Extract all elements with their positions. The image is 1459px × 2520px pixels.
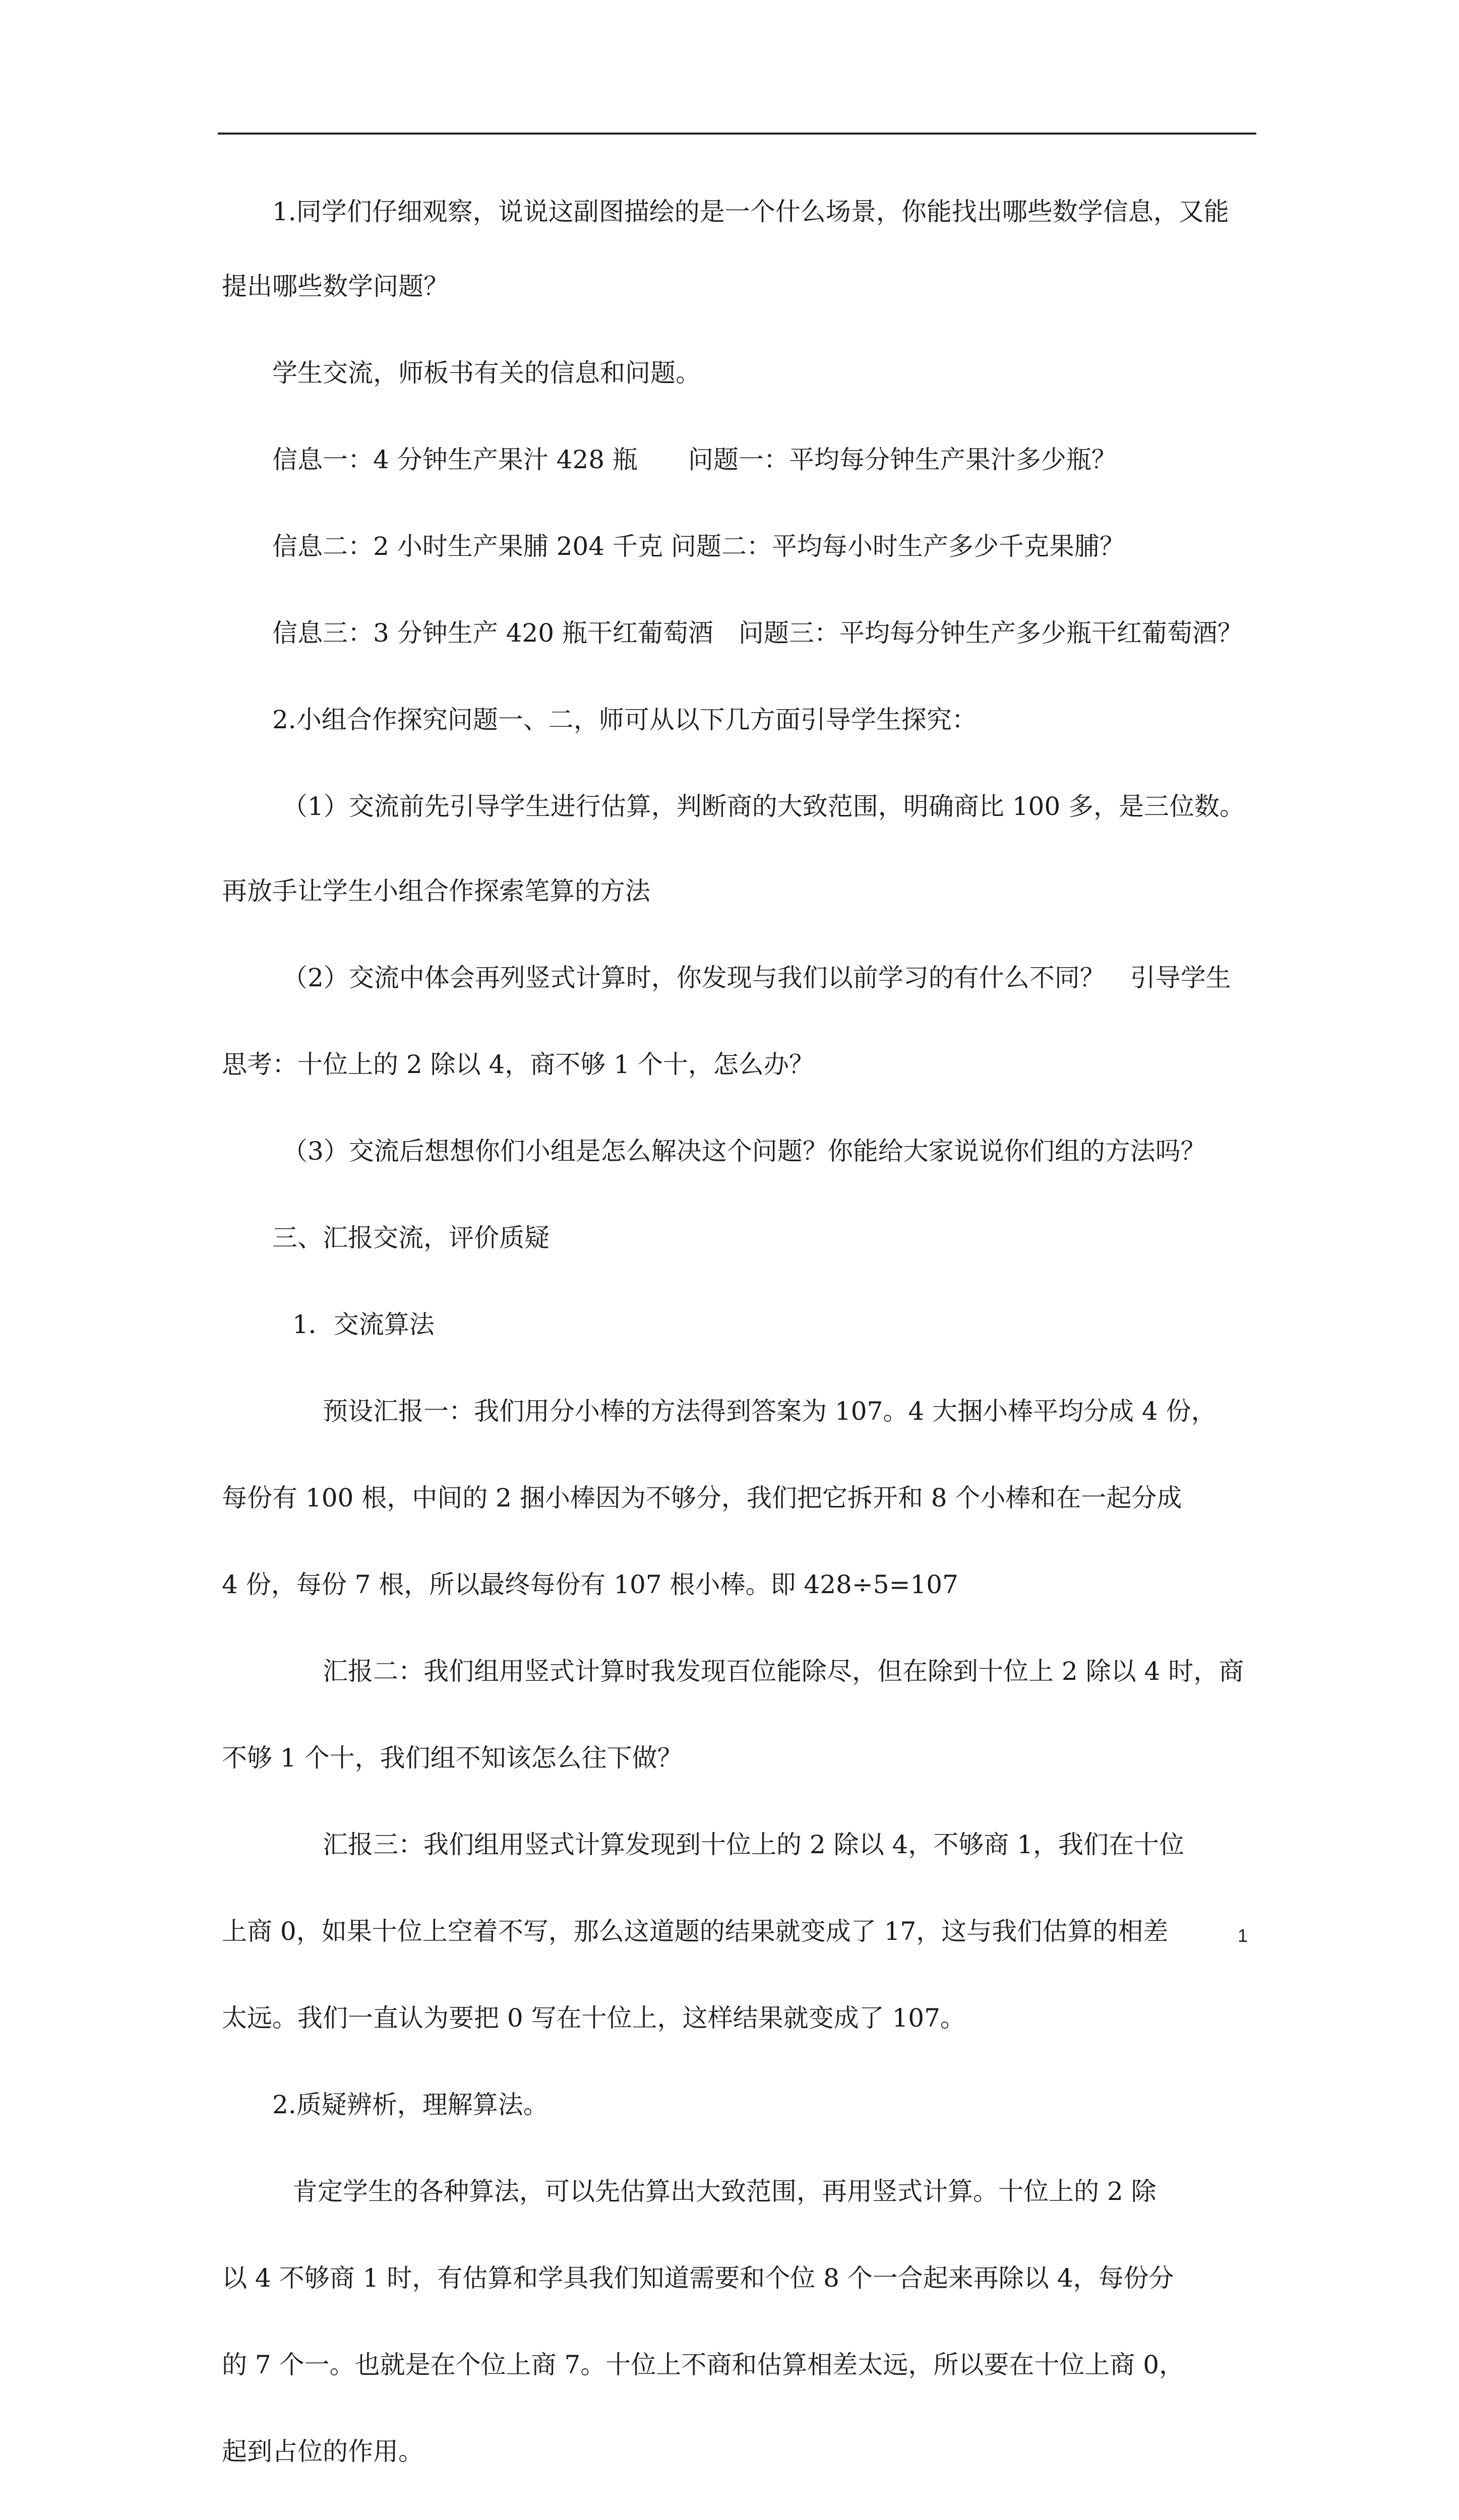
paragraph-line: 肯定学生的各种算法，可以先估算出大致范围，再用竖式计算。十位上的 2 除 — [292, 2177, 1157, 2206]
paragraph-line: 信息二：2 小时生产果脯 204 千克 问题二：平均每小时生产多少千克果脯？ — [272, 532, 1125, 561]
subsection-heading: 1．交流算法 — [292, 1310, 435, 1339]
paragraph-line: （1）交流前先引导学生进行估算，判断商的大致范围，明确商比 100 多，是三位数。 — [282, 792, 1245, 821]
paragraph-line: 信息三：3 分钟生产 420 瓶干红葡萄酒 问题三：平均每分钟生产多少瓶干红葡萄酒？ — [272, 618, 1243, 648]
paragraph-line: 信息一：4 分钟生产果汁 428 瓶 问题一：平均每分钟生产果汁多少瓶？ — [272, 445, 1117, 474]
paragraph-line: 思考：十位上的 2 除以 4，商不够 1 个十，怎么办？ — [222, 1050, 814, 1079]
paragraph-line: 1.同学们仔细观察，说说这副图描绘的是一个什么场景，你能找出哪些数学信息，又能 — [272, 197, 1229, 226]
subsection-heading: 2.质疑辨析，理解算法。 — [272, 2090, 549, 2119]
paragraph-line: 再放手让学生小组合作探索笔算的方法 — [222, 876, 650, 906]
paragraph-line: （2）交流中体会再列竖式计算时，你发现与我们以前学习的有什么不同？ 引导学生 — [282, 963, 1231, 992]
header-rule — [218, 133, 1256, 135]
paragraph-line: 提出哪些数学问题？ — [222, 272, 449, 301]
paragraph-line: 起到占位的作用。 — [222, 2437, 423, 2466]
page-number: 1 — [1238, 1925, 1248, 1946]
paragraph-line: （3）交流后想想你们小组是怎么解决这个问题？你能给大家说说你们组的方法吗？ — [282, 1137, 1206, 1166]
paragraph-line: 的 7 个一。也就是在个位上商 7。十位上不商和估算相差太远，所以要在十位上商 0， — [222, 2350, 1185, 2379]
document-body — [222, 194, 1256, 2520]
paragraph-line: 太远。我们一直认为要把 0 写在十位上，这样结果就变成了 107。 — [222, 2003, 965, 2033]
paragraph-line: 上商 0，如果十位上空着不写，那么这道题的结果就变成了 17，这与我们估算的相差 — [222, 1917, 1169, 1946]
section-heading: 三、汇报交流，评价质疑 — [272, 1223, 550, 1252]
paragraph-line: 学生交流，师板书有关的信息和问题。 — [272, 358, 701, 388]
paragraph-line: 汇报二：我们组用竖式计算时我发现百位能除尽，但在除到十位上 2 除以 4 时，商 — [323, 1657, 1244, 1686]
paragraph-line: 2.小组合作探究问题一、二，师可从以下几方面引导学生探究： — [272, 705, 977, 734]
paragraph-line: 不够 1 个十，我们组不知该怎么往下做？ — [222, 1743, 683, 1773]
paragraph-line: 以 4 不够商 1 时，有估算和学具我们知道需要和个位 8 个一合起来再除以 4，每份分 — [222, 2263, 1174, 2293]
paragraph-line: 每份有 100 根，中间的 2 捆小棒因为不够分，我们把它拆开和 8 个小棒和在一起分成 — [222, 1483, 1182, 1513]
paragraph-line: 预设汇报一：我们用分小棒的方法得到答案为 107。4 大捆小棒平均分成 4 份， — [323, 1397, 1217, 1426]
paragraph-line: 4 份，每份 7 根，所以最终每份有 107 根小棒。即 428÷5=107 — [222, 1570, 958, 1599]
paragraph-line: 汇报三：我们组用竖式计算发现到十位上的 2 除以 4，不够商 1，我们在十位 — [323, 1830, 1185, 1859]
